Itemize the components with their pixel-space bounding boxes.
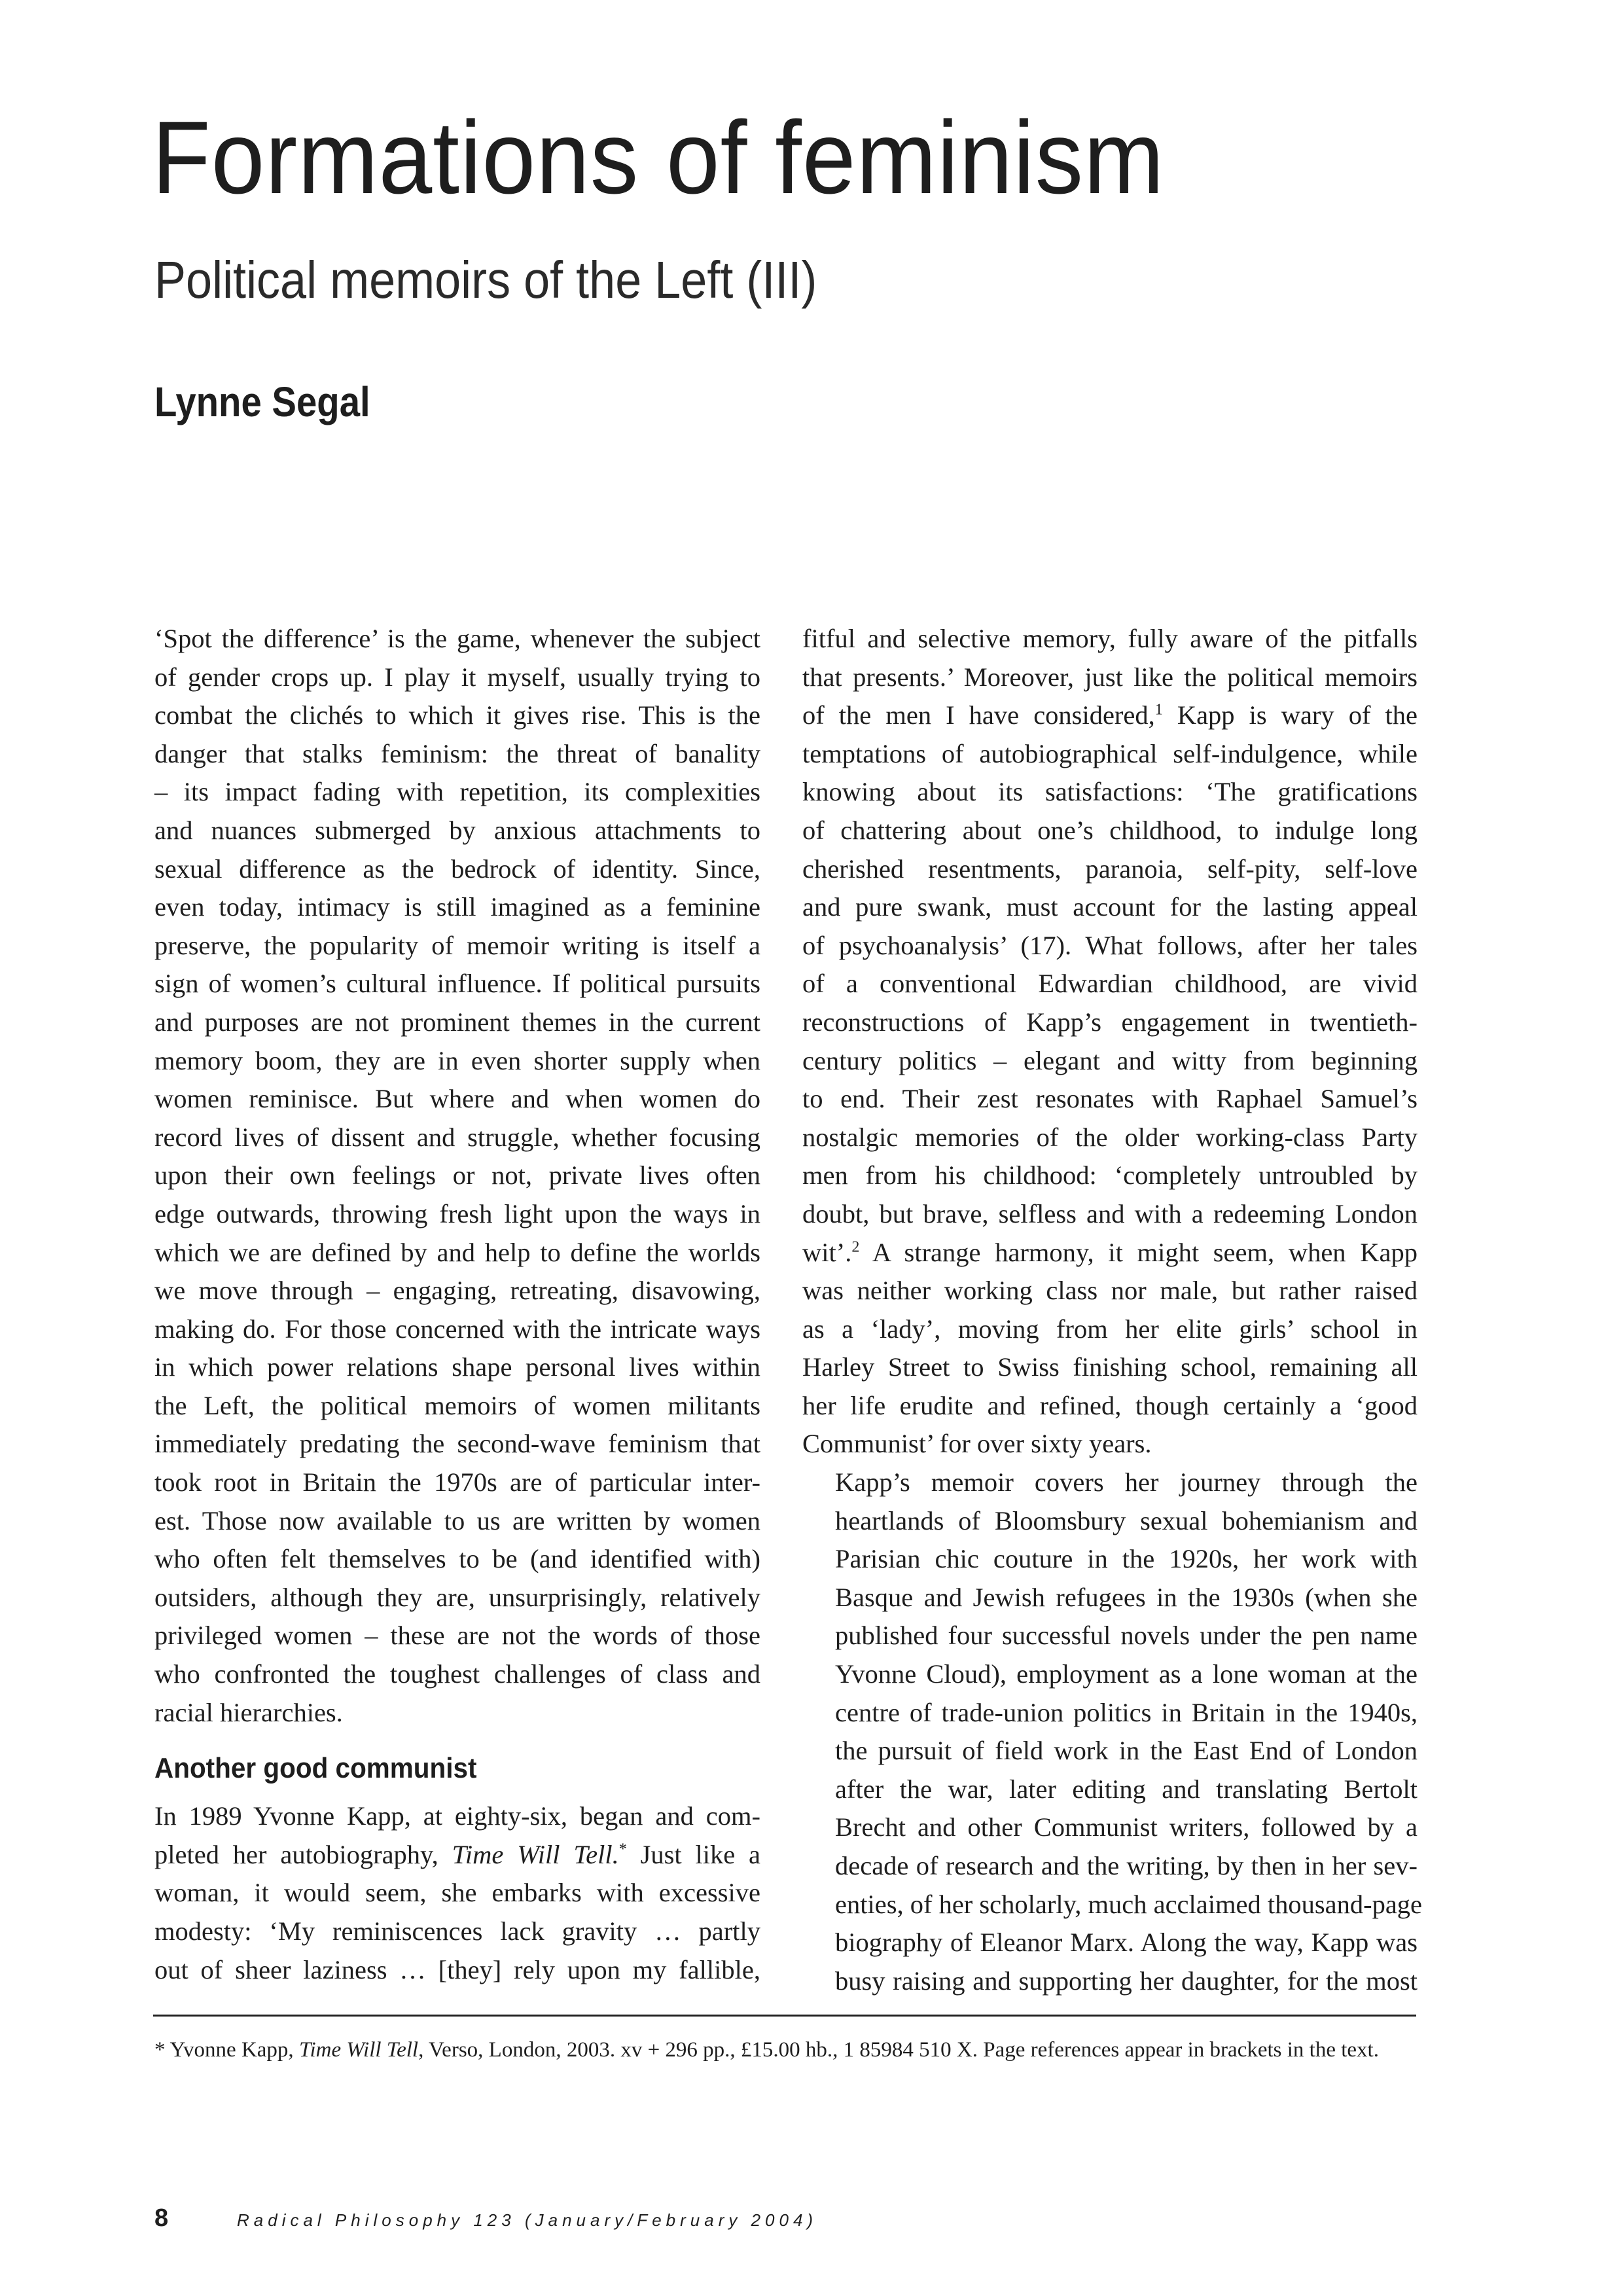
- text-line: est. Those now available to us are written by women: [154, 1505, 760, 1535]
- text-line: Parisian chic couture in the 1920s, her work with: [835, 1544, 1418, 1574]
- article-subtitle: Political memoirs of the Left (III): [154, 251, 817, 309]
- text-line: of gender crops up. I play it myself, usually trying to: [154, 662, 760, 692]
- text-line: in which power relations shape personal lives within: [154, 1352, 760, 1382]
- continued-paragraph: [802, 620, 1418, 1463]
- text-line: In 1989 Yvonne Kapp, at eighty-six, began and com-: [154, 1801, 760, 1831]
- footnote-marker[interactable]: *: [618, 1840, 627, 1858]
- text-span: Kapp is wary of the: [1162, 700, 1418, 730]
- text-line: her life erudite and refined, though certainly a ‘good: [802, 1390, 1418, 1420]
- text-span: of the men I have considered,: [802, 700, 1155, 730]
- text-line: privileged women – these are not the words of those: [154, 1621, 760, 1651]
- text-line: biography of Eleanor Marx. Along the way, Kapp was: [835, 1928, 1418, 1958]
- text-line: [802, 696, 1418, 735]
- text-line: the pursuit of field work in the East End of London: [835, 1736, 1418, 1766]
- text-line: busy raising and supporting her daughter, for the most: [835, 1965, 1418, 1996]
- text-line: woman, it would seem, she embarks with excessive: [154, 1878, 760, 1908]
- journey-paragraph: [802, 1463, 1423, 2000]
- text-line: published four successful novels under the pen name: [835, 1621, 1418, 1651]
- text-span: pleted her autobiography,: [154, 1839, 452, 1869]
- text-line: after the war, later editing and translating Bertolt: [835, 1774, 1418, 1804]
- text-line: memory boom, they are in even shorter supply when: [154, 1045, 760, 1075]
- text-line: Yvonne Cloud), employment as a lone woman at the: [835, 1659, 1418, 1689]
- endnote-marker-2[interactable]: 2: [851, 1238, 860, 1255]
- text-line: Harley Street to Swiss finishing school, remaining all: [802, 1352, 1418, 1382]
- text-line: making do. For those concerned with the intricate ways: [154, 1314, 760, 1344]
- text-line: ‘Spot the difference’ is the game, whenever the subject: [154, 624, 760, 653]
- text-line: Communist’ for over sixty years.: [802, 1429, 1152, 1459]
- text-line: preserve, the popularity of memoir writing is itself a: [154, 930, 760, 960]
- footnote-details: , Verso, London, 2003. xv + 296 pp., £15.00 hb., 1 85984 510 X. Page references appear in brackets in the text.: [418, 2038, 1379, 2062]
- book-title: Time Will Tell.: [452, 1839, 619, 1869]
- text-line: edge outwards, throwing fresh light upon the ways in: [154, 1198, 760, 1229]
- text-line: we move through – engaging, retreating, disavowing,: [154, 1276, 760, 1306]
- article-title: Formations of feminism: [152, 100, 1165, 215]
- text-span: wit’.: [802, 1237, 852, 1267]
- endnote-marker-1[interactable]: 1: [1154, 701, 1163, 719]
- text-line: – its impact fading with repetition, its complexities: [154, 777, 760, 807]
- text-line: and purposes are not prominent themes in the current: [154, 1007, 760, 1037]
- left-column: [154, 620, 760, 1989]
- text-span: Just like a: [626, 1839, 761, 1869]
- text-line: Basque and Jewish refugees in the 1930s (when she: [835, 1582, 1418, 1612]
- text-line: sexual difference as the bedrock of identity. Since,: [154, 853, 760, 884]
- text-line: men from his childhood: ‘completely untroubled by: [802, 1160, 1418, 1191]
- text-line: even today, intimacy is still imagined as a feminine: [154, 892, 760, 922]
- text-line: that presents.’ Moreover, just like the political memoirs: [802, 662, 1418, 692]
- text-line: century politics – elegant and witty from beginning: [802, 1045, 1418, 1075]
- text-line: took root in Britain the 1970s are of particular inter-: [154, 1467, 760, 1498]
- text-line: danger that stalks feminism: the threat of banality: [154, 738, 760, 768]
- text-line: fitful and selective memory, fully aware of the pitfalls: [802, 624, 1418, 653]
- text-line: to end. Their zest resonates with Raphael Samuel’s: [802, 1084, 1418, 1114]
- text-line: racial hierarchies.: [154, 1697, 343, 1727]
- text-span: A strange harmony, it might seem, when Kapp: [859, 1237, 1418, 1267]
- text-line: Kapp’s memoir covers her journey through the: [835, 1467, 1418, 1498]
- kapp-paragraph: [154, 1797, 760, 1989]
- text-line: and nuances submerged by anxious attachments to: [154, 815, 760, 845]
- text-line: decade of research and the writing, by then in her sev-: [835, 1851, 1418, 1880]
- text-line: knowing about its satisfactions: ‘The gratifications: [802, 777, 1418, 807]
- text-line: which we are defined by and help to define the worlds: [154, 1237, 760, 1267]
- text-line: centre of trade-union politics in Britain in the 1940s,: [835, 1697, 1418, 1727]
- text-line: and pure swank, must account for the lasting appeal: [802, 892, 1418, 922]
- text-line: who confronted the toughest challenges of class and: [154, 1659, 760, 1689]
- text-line: upon their own feelings or not, private lives often: [154, 1160, 760, 1191]
- text-line: sign of women’s cultural influence. If political pursuits: [154, 969, 760, 999]
- text-line: the Left, the political memoirs of women militants: [154, 1390, 760, 1420]
- footnote-divider: [153, 2015, 1416, 2017]
- text-line: record lives of dissent and struggle, whether focusing: [154, 1122, 760, 1152]
- text-line: out of sheer laziness … [they] rely upon my fallible,: [154, 1954, 760, 1984]
- text-line: modesty: ‘My reminiscences lack gravity … partly: [154, 1916, 760, 1946]
- text-line: of a conventional Edwardian childhood, are vivid: [802, 969, 1418, 999]
- text-line: was neither working class nor male, but rather raised: [802, 1276, 1418, 1306]
- footnote: [154, 2037, 1418, 2063]
- text-line: reconstructions of Kapp’s engagement in twentieth-: [802, 1007, 1418, 1037]
- text-line: temptations of autobiographical self-indulgence, while: [802, 738, 1418, 768]
- page-footer: [154, 2204, 817, 2231]
- text-line: combat the clichés to which it gives rise. This is the: [154, 700, 760, 730]
- text-line: cherished resentments, paranoia, self-pity, self-love: [802, 853, 1418, 884]
- text-line: enties, of her scholarly, much acclaimed thousand-page: [835, 1889, 1423, 1919]
- footnote-book-title: Time Will Tell: [298, 2038, 419, 2062]
- text-line: who often felt themselves to be (and identified with): [154, 1544, 760, 1574]
- text-line: of chattering about one’s childhood, to indulge long: [802, 815, 1418, 845]
- section-heading: Another good communist: [154, 1752, 477, 1785]
- text-line: outsiders, although they are, unsurprisingly, relatively: [154, 1582, 760, 1612]
- text-line: [154, 1836, 760, 1874]
- footnote-marker: *: [154, 2038, 170, 2062]
- text-line: heartlands of Bloomsbury sexual bohemianism and: [835, 1505, 1418, 1535]
- page-number: 8: [154, 2204, 169, 2232]
- text-line: [802, 1234, 1418, 1272]
- text-line: immediately predating the second-wave feminism that: [154, 1429, 760, 1459]
- text-line: women reminisce. But where and when women do: [154, 1084, 760, 1114]
- text-line: of psychoanalysis’ (17). What follows, after her tales: [802, 930, 1418, 960]
- text-line: Brecht and other Communist writers, followed by a: [835, 1812, 1418, 1842]
- footnote-author: Yvonne Kapp,: [169, 2038, 299, 2062]
- journal-citation: Radical Philosophy 123 (January/February 2004): [237, 2210, 818, 2230]
- text-line: as a ‘lady’, moving from her elite girls’ school in: [802, 1314, 1418, 1344]
- text-line: nostalgic memories of the older working-class Party: [802, 1122, 1418, 1152]
- article-author: Lynne Segal: [154, 378, 370, 425]
- right-column: [802, 620, 1423, 2000]
- text-line: doubt, but brave, selfless and with a redeeming London: [802, 1198, 1418, 1229]
- intro-paragraph: [154, 620, 760, 1732]
